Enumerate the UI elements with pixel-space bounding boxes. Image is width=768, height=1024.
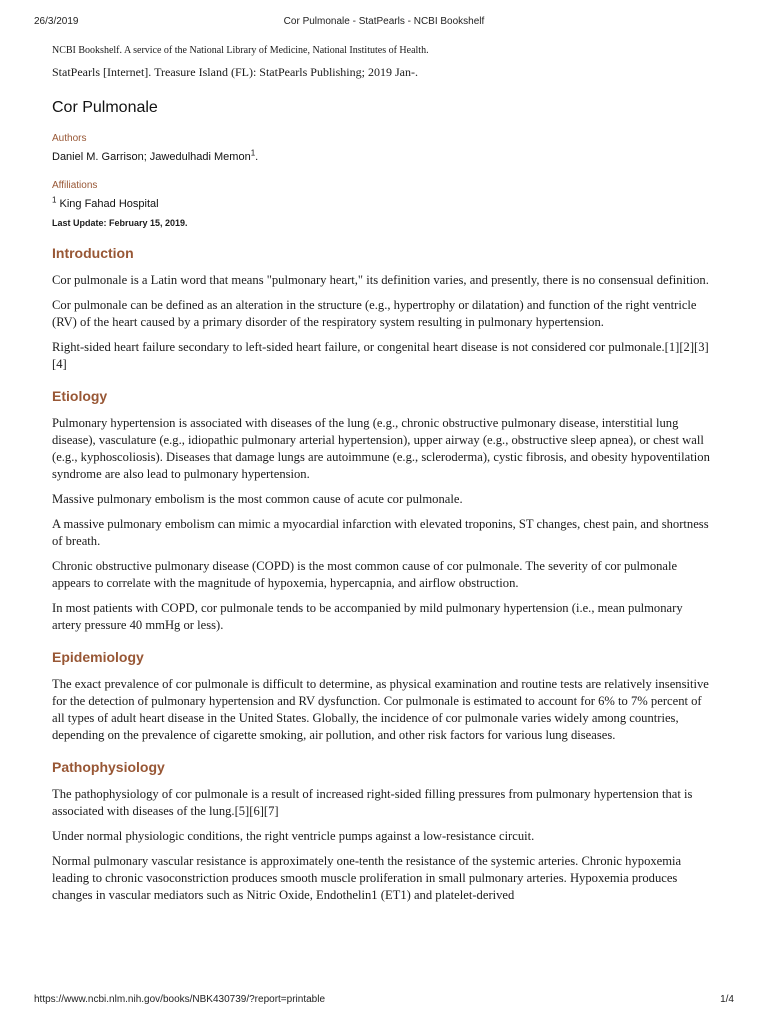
paragraph: Normal pulmonary vascular resistance is approximately one-tenth the resistance of the systemic arteries. Chronic hypoxemia leading to chronic vasoconstriction produces smooth muscle proliferation in small pulmonary arteries. Hypoxemia produces changes in vascular mediators such as Nitric Oxide, Endothelin1 (ET1) and platelet-derived bbox=[52, 854, 682, 902]
document-content bbox=[52, 40, 712, 904]
section-heading: Pathophysiology bbox=[52, 759, 165, 775]
section-pathophysiology bbox=[52, 758, 712, 904]
authors-value bbox=[52, 150, 712, 165]
authors-suffix: . bbox=[255, 151, 259, 163]
section-heading: Epidemiology bbox=[52, 649, 144, 665]
section-heading: Etiology bbox=[52, 388, 108, 404]
paragraph: Pulmonary hypertension is associated with diseases of the lung (e.g., chronic obstructive pulmonary disease, interstitial lung disease), vasculature (e.g., idiopathic pulmonary arterial hypertension), upper airway (e.g., obstructive sleep apnea), or chest wall (e.g., kyphoscoliosis). Diseases that damage lungs are autoimmune (e.g., scleroderma), cystic fibrosis, and obesity hypoventilation syndrome are also lead to pulmonary hypertension. bbox=[52, 416, 710, 481]
section-epidemiology bbox=[52, 648, 712, 744]
section-introduction bbox=[52, 244, 712, 373]
print-page-title: Cor Pulmonale - StatPearls - NCBI Bookshelf bbox=[283, 16, 485, 27]
authors-affiliation-sup: 1 bbox=[250, 148, 256, 158]
last-update: Last Update: February 15, 2019. bbox=[52, 218, 188, 228]
authors-label: Authors bbox=[52, 133, 87, 144]
section-heading: Introduction bbox=[52, 245, 134, 261]
paragraph: Chronic obstructive pulmonary disease (COPD) is the most common cause of cor pulmonale. The severity of cor pulmonale appears to correlate with the magnitude of hypoxemia, hypercapnia, and airflow obstruction. bbox=[52, 559, 678, 590]
paragraph: In most patients with COPD, cor pulmonale tends to be accompanied by mild pulmonary hypertension (i.e., mean pulmonary artery pressure 40 mmHg or less). bbox=[52, 601, 683, 632]
print-header bbox=[34, 16, 734, 30]
paragraph: A massive pulmonary embolism can mimic a myocardial infarction with elevated troponins, ST changes, chest pain, and shortness of breath. bbox=[52, 517, 709, 548]
paragraph: Cor pulmonale is a Latin word that means "pulmonary heart," its definition varies, and presently, there is no consensual definition. bbox=[52, 273, 709, 287]
affiliations-label: Affiliations bbox=[52, 180, 98, 191]
print-url[interactable]: https://www.ncbi.nlm.nih.gov/books/NBK430739/?report=printable bbox=[34, 994, 326, 1005]
article-title: Cor Pulmonale bbox=[52, 99, 158, 116]
citation-line: StatPearls [Internet]. Treasure Island (FL): StatPearls Publishing; 2019 Jan-. bbox=[52, 65, 418, 79]
authors-names: Daniel M. Garrison; Jawedulhadi Memon bbox=[52, 151, 251, 163]
bookshelf-line: NCBI Bookshelf. A service of the National Library of Medicine, National Institutes of Health. bbox=[52, 45, 429, 56]
print-date: 26/3/2019 bbox=[34, 16, 79, 27]
affiliation-sup: 1 bbox=[52, 195, 57, 205]
paragraph: The exact prevalence of cor pulmonale is difficult to determine, as physical examination and routine tests are relatively insensitive for the detection of pulmonary hypertension and RV dysfunction. Cor pulmonale is estimated to account for 6% to 7% percent of all types of adult heart disease in the United States. Globally, the incidence of cor pulmonale varies widely among countries, depending on the prevalence of cigarette smoking, air pollution, and other risk factors for various lung diseases. bbox=[52, 677, 709, 742]
paragraph: The pathophysiology of cor pulmonale is a result of increased right-sided filling pressures from pulmonary hypertension that is associated with diseases of the lung.[5][6][7] bbox=[52, 787, 693, 818]
affiliation-name: King Fahad Hospital bbox=[56, 198, 159, 210]
paragraph: Cor pulmonale can be defined as an alteration in the structure (e.g., hypertrophy or dilatation) and function of the right ventricle (RV) of the heart caused by a primary disorder of the respiratory system resulting in pulmonary hypertension. bbox=[52, 298, 697, 329]
page-number: 1/4 bbox=[720, 994, 734, 1005]
section-etiology bbox=[52, 387, 712, 634]
print-footer bbox=[34, 994, 734, 1008]
affiliations-value bbox=[52, 197, 712, 212]
paragraph: Right-sided heart failure secondary to left-sided heart failure, or congenital heart disease is not considered cor pulmonale.[1][2][3][4] bbox=[52, 340, 709, 371]
paragraph: Under normal physiologic conditions, the right ventricle pumps against a low-resistance circuit. bbox=[52, 829, 535, 843]
paragraph: Massive pulmonary embolism is the most common cause of acute cor pulmonale. bbox=[52, 492, 463, 506]
